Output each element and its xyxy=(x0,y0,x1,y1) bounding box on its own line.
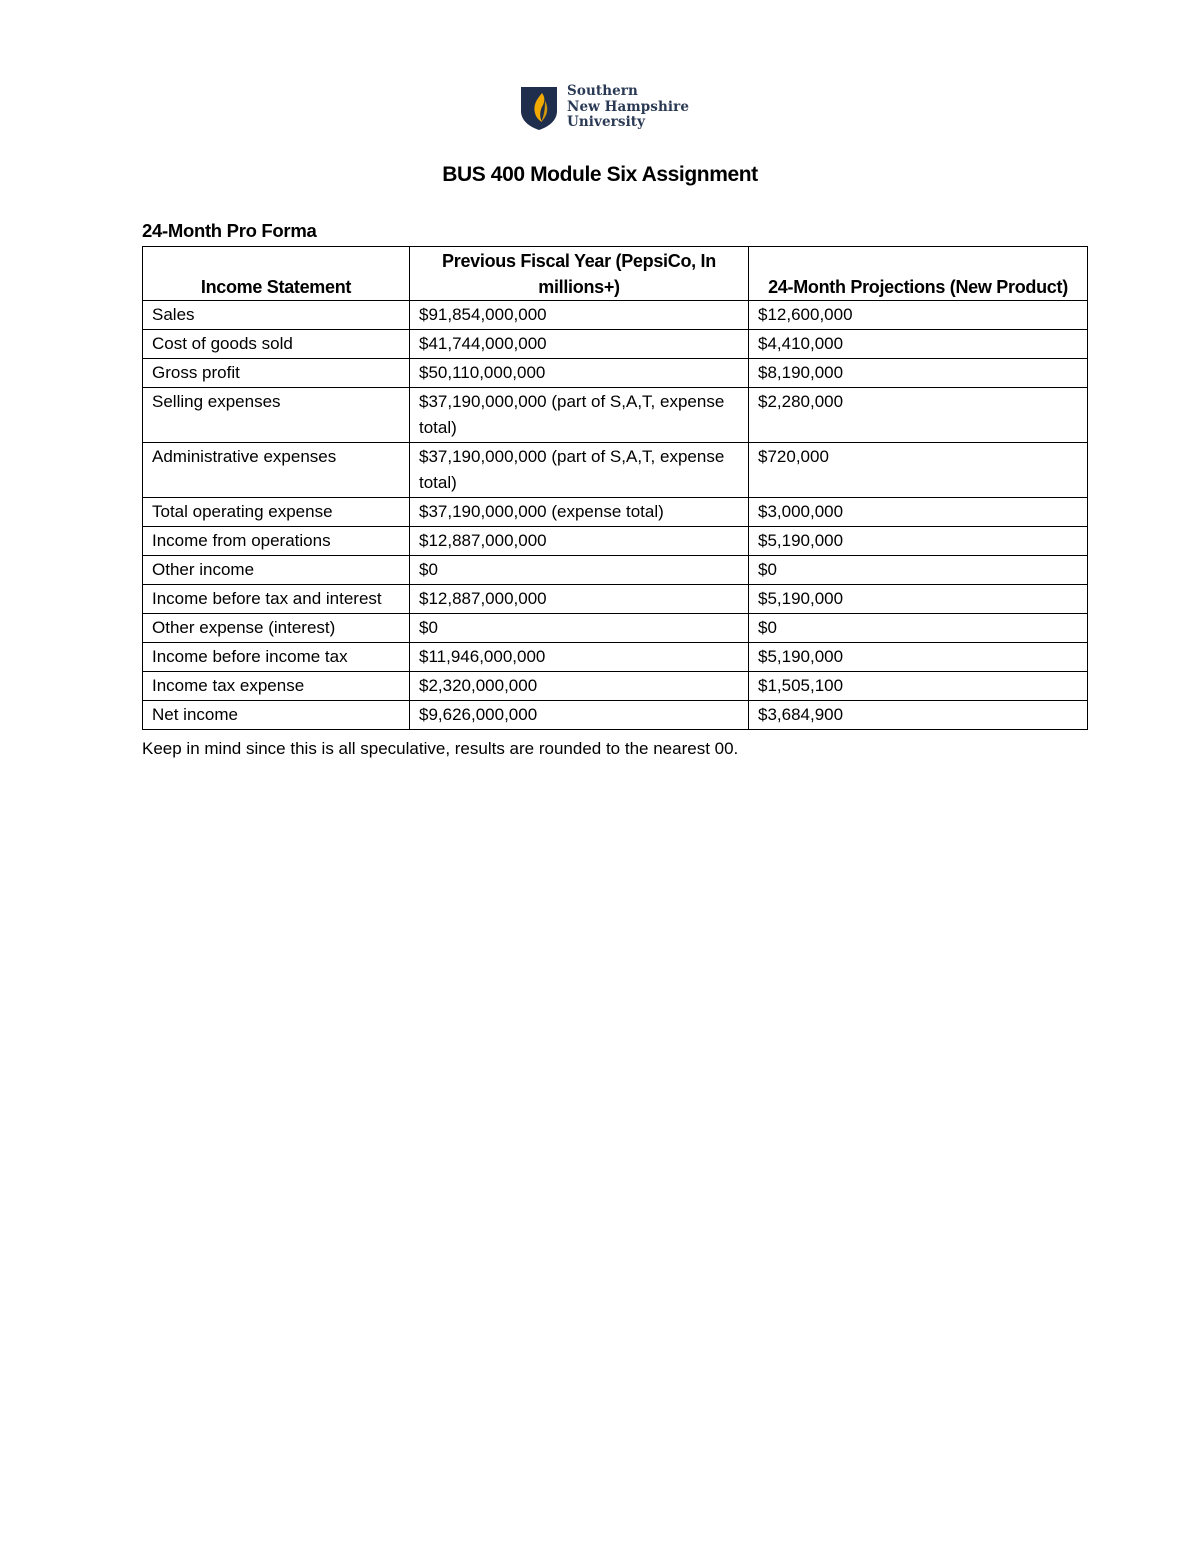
projection-value: $5,190,000 xyxy=(749,643,1088,672)
projection-value: $12,600,000 xyxy=(749,301,1088,330)
projection-value: $0 xyxy=(749,556,1088,585)
table-row xyxy=(143,388,1088,443)
shield-flame-icon xyxy=(520,85,558,131)
row-label: Total operating expense xyxy=(143,498,410,527)
table-row xyxy=(143,359,1088,388)
table-row xyxy=(143,330,1088,359)
row-label: Income tax expense xyxy=(143,672,410,701)
table-row xyxy=(143,498,1088,527)
logo-line-3: University xyxy=(567,114,646,130)
projection-value: $2,280,000 xyxy=(749,388,1088,443)
row-label: Sales xyxy=(143,301,410,330)
section-title: 24-Month Pro Forma xyxy=(142,220,317,241)
previous-year-value: $37,190,000,000 (part of S,A,T, expense total) xyxy=(410,443,749,498)
previous-year-value: $91,854,000,000 xyxy=(410,301,749,330)
previous-year-value: $0 xyxy=(410,614,749,643)
logo-line-1: Southern xyxy=(567,83,638,99)
row-label: Gross profit xyxy=(143,359,410,388)
projection-value: $3,684,900 xyxy=(749,701,1088,730)
table-row xyxy=(143,443,1088,498)
table-row xyxy=(143,527,1088,556)
row-label: Net income xyxy=(143,701,410,730)
table-row xyxy=(143,301,1088,330)
projection-value: $4,410,000 xyxy=(749,330,1088,359)
previous-year-value: $12,887,000,000 xyxy=(410,527,749,556)
header-previous-fiscal-year: Previous Fiscal Year (PepsiCo, In millions+) xyxy=(410,247,749,301)
projection-value: $5,190,000 xyxy=(749,585,1088,614)
row-label: Cost of goods sold xyxy=(143,330,410,359)
table-row xyxy=(143,614,1088,643)
table-row xyxy=(143,643,1088,672)
previous-year-value: $37,190,000,000 (part of S,A,T, expense total) xyxy=(410,388,749,443)
rounding-note: Keep in mind since this is all speculative, results are rounded to the nearest 00. xyxy=(142,739,739,758)
table-body xyxy=(143,301,1088,730)
row-label: Other expense (interest) xyxy=(143,614,410,643)
table-row xyxy=(143,701,1088,730)
row-label: Other income xyxy=(143,556,410,585)
projection-value: $720,000 xyxy=(749,443,1088,498)
previous-year-value: $41,744,000,000 xyxy=(410,330,749,359)
table-row xyxy=(143,672,1088,701)
previous-year-value: $11,946,000,000 xyxy=(410,643,749,672)
projection-value: $1,505,100 xyxy=(749,672,1088,701)
previous-year-value: $50,110,000,000 xyxy=(410,359,749,388)
header-income-statement: Income Statement xyxy=(143,247,410,301)
projection-value: $0 xyxy=(749,614,1088,643)
logo-wordmark xyxy=(567,84,689,131)
previous-year-value: $0 xyxy=(410,556,749,585)
table-row xyxy=(143,585,1088,614)
projection-value: $3,000,000 xyxy=(749,498,1088,527)
previous-year-value: $9,626,000,000 xyxy=(410,701,749,730)
row-label: Income from operations xyxy=(143,527,410,556)
header-24-month-projections: 24-Month Projections (New Product) xyxy=(749,247,1088,301)
row-label: Income before tax and interest xyxy=(143,585,410,614)
previous-year-value: $12,887,000,000 xyxy=(410,585,749,614)
row-label: Income before income tax xyxy=(143,643,410,672)
projection-value: $5,190,000 xyxy=(749,527,1088,556)
logo-line-2: New Hampshire xyxy=(567,98,690,115)
row-label: Administrative expenses xyxy=(143,443,410,498)
table-header-row xyxy=(143,247,1088,301)
document-title: BUS 400 Module Six Assignment xyxy=(442,163,758,186)
university-logo xyxy=(520,84,689,131)
projection-value: $8,190,000 xyxy=(749,359,1088,388)
previous-year-value: $37,190,000,000 (expense total) xyxy=(410,498,749,527)
pro-forma-table xyxy=(142,246,1088,730)
row-label: Selling expenses xyxy=(143,388,410,443)
table-row xyxy=(143,556,1088,585)
previous-year-value: $2,320,000,000 xyxy=(410,672,749,701)
